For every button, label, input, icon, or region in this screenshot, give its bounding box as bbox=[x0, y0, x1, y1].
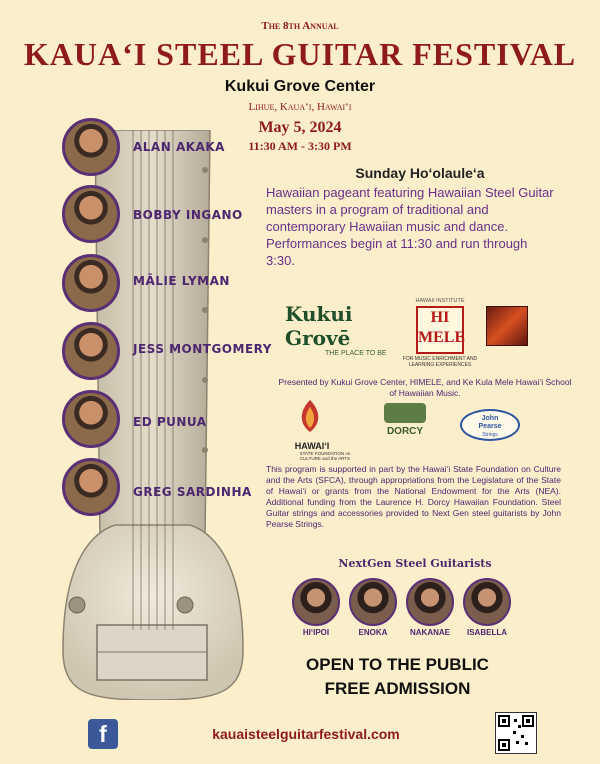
john-pearse-logo bbox=[460, 409, 520, 441]
qr-code-icon[interactable] bbox=[495, 712, 537, 754]
kukui-grove-logo bbox=[285, 302, 405, 356]
nextgen-heading: NextGen Steel Guitarists bbox=[338, 557, 492, 570]
himele-top-label: HAWAII INSTITUTE bbox=[415, 298, 465, 304]
event-description: Hawaiian pageant featuring Hawaiian Steel Guitar masters in a program of traditional and contemporary Hawaiian music and dance. Performances begin at 11:30 and run through 3:30. bbox=[266, 185, 554, 268]
kukui-grove-text: Kukui Grovē bbox=[285, 302, 353, 350]
john-pearse-line1: John bbox=[481, 415, 499, 422]
performer-photo-malie-lyman bbox=[62, 254, 120, 312]
john-pearse-line3: Strings bbox=[482, 432, 498, 438]
hawaii-sfca-name: HAWAI‘I bbox=[294, 441, 330, 451]
facebook-icon[interactable]: f bbox=[88, 719, 118, 749]
presented-by-text: Presented by Kukui Grove Center, HIMELE, and Ke Kula Mele Hawai‘i School of Hawaiian Music. bbox=[278, 377, 572, 398]
venue: Kukui Grove Center bbox=[224, 78, 376, 95]
performer-photo-alan-akaka bbox=[62, 118, 120, 176]
himele-logo bbox=[400, 298, 480, 368]
festival-title: KAUA‘I STEEL GUITAR FESTIVAL bbox=[23, 36, 577, 72]
support-text: This program is supported in part by the Hawai‘i State Foundation on Culture and the Arts (SFCA), through appropriations from the Legislature of the State of Hawai‘i or grants from the National Endowment for the Arts (NEA). Additional funding from the Laurence H. Dorcy Hawaiian Foundation. Steel Guitar strings and accessories provided to Next Gen steel guitarists by John Pearse Strings. bbox=[266, 464, 561, 529]
ke-kula-mele-logo bbox=[486, 306, 528, 346]
himele-mark: HI MELE bbox=[416, 306, 464, 354]
performer-photo-bobby-ingano bbox=[62, 185, 120, 243]
dorcy-name: DORCY bbox=[386, 426, 424, 437]
qr-pattern-icon bbox=[496, 713, 536, 753]
performer-name-ed-punua: ED PUNUA bbox=[133, 415, 207, 429]
performer-photo-jess-montgomery bbox=[62, 322, 120, 380]
nextgen-photo-nakanae bbox=[406, 578, 454, 626]
nextgen-name-enoka: ENOKA bbox=[358, 628, 388, 637]
performer-name-jess-montgomery: JESS MONTGOMERY bbox=[133, 342, 272, 356]
dorcy-train-icon bbox=[384, 403, 426, 423]
annual-label: The 8th Annual bbox=[261, 20, 339, 32]
hawaii-sfca-logo bbox=[290, 398, 360, 460]
performer-name-greg-sardinha: GREG SARDINHA bbox=[133, 485, 252, 499]
kukui-grove-tagline: THE PLACE TO BE bbox=[325, 350, 387, 357]
nextgen-photo-enoka bbox=[349, 578, 397, 626]
nextgen-name-isabella: ISABELLA bbox=[467, 628, 507, 637]
hawaii-sfca-subtitle: STATE FOUNDATION on CULTURE and the ARTS bbox=[299, 451, 351, 461]
himele-subtitle: FOR MUSIC ENRICHMENT AND LEARNING EXPERIENCES bbox=[402, 356, 478, 368]
hawaii-sfca-flame-icon bbox=[290, 398, 330, 436]
event-time: 11:30 AM - 3:30 PM bbox=[248, 139, 352, 153]
performer-name-alan-akaka: ALAN AKAKA bbox=[133, 140, 225, 154]
performer-photo-ed-punua bbox=[62, 390, 120, 448]
dorcy-foundation-logo bbox=[380, 403, 430, 447]
performer-photo-greg-sardinha bbox=[62, 458, 120, 516]
event-heading: Sunday Ho‘olaule‘a bbox=[355, 165, 485, 181]
website-link[interactable]: kauaisteelguitarfestival.com bbox=[212, 726, 400, 742]
nextgen-photo-hiipoi bbox=[292, 578, 340, 626]
location: Lihue, Kaua‘i, Hawai‘i bbox=[248, 101, 352, 113]
nextgen-name-nakanae: NAKANAE bbox=[410, 628, 450, 637]
nextgen-name-hiipoi: HI‘IPOI bbox=[302, 628, 330, 637]
event-date: May 5, 2024 bbox=[258, 119, 342, 136]
performer-name-bobby-ingano: BOBBY INGANO bbox=[133, 208, 243, 222]
free-admission-text: FREE ADMISSION bbox=[324, 679, 471, 698]
open-public-text: OPEN TO THE PUBLIC bbox=[306, 655, 489, 674]
john-pearse-line2: Pearse bbox=[478, 423, 502, 430]
performer-name-malie-lyman: MĀLIE LYMAN bbox=[133, 274, 230, 288]
nextgen-photo-isabella bbox=[463, 578, 511, 626]
